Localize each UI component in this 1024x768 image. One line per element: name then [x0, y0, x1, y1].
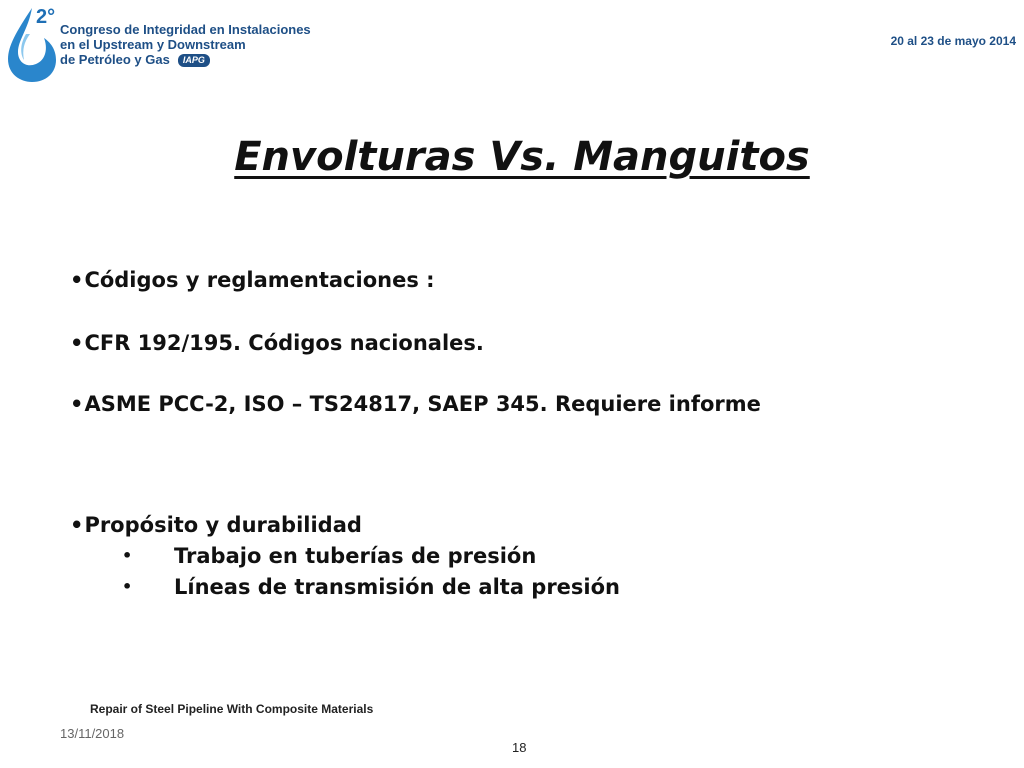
- logo-line-3-text: de Petróleo y Gas: [60, 52, 170, 67]
- bullet-marker: •: [70, 331, 84, 355]
- logo-edition-number: 2°: [36, 6, 56, 28]
- bullet-text: ASME PCC-2, ISO – TS24817, SAEP 345. Requiere informe: [84, 392, 761, 416]
- sub-bullet-item: [122, 575, 620, 599]
- sub-bullet-marker: •: [122, 577, 133, 596]
- bullet-item: [70, 392, 761, 416]
- congress-logo: [6, 4, 316, 84]
- logo-line-3: [60, 52, 311, 67]
- bullet-marker: •: [70, 392, 84, 416]
- bullet-text: Códigos y reglamentaciones :: [84, 268, 435, 292]
- event-date: 20 al 23 de mayo 2014: [890, 34, 1016, 48]
- logo-line-1: Congreso de Integridad en Instalaciones: [60, 22, 311, 37]
- bullet-item: [70, 513, 362, 537]
- logo-text: [60, 22, 311, 67]
- sub-bullet-marker: •: [122, 546, 133, 565]
- iapg-badge: IAPG: [178, 54, 210, 67]
- sub-bullet-text: Trabajo en tuberías de presión: [174, 544, 537, 568]
- bullet-text: CFR 192/195. Códigos nacionales.: [84, 331, 484, 355]
- footer-date: 13/11/2018: [60, 726, 125, 741]
- sub-bullet-item: [122, 544, 536, 568]
- footer-caption: Repair of Steel Pipeline With Composite Materials: [90, 702, 374, 716]
- page-number: 18: [512, 740, 527, 755]
- slide-title: Envolturas Vs. Manguitos: [234, 134, 810, 180]
- bullet-marker: •: [70, 268, 84, 292]
- bullet-item: [70, 268, 435, 292]
- logo-line-2: en el Upstream y Downstream: [60, 37, 246, 52]
- sub-bullet-text: Líneas de transmisión de alta presión: [174, 575, 621, 599]
- bullet-text: Propósito y durabilidad: [84, 513, 362, 537]
- bullet-item: [70, 331, 484, 355]
- bullet-marker: •: [70, 513, 84, 537]
